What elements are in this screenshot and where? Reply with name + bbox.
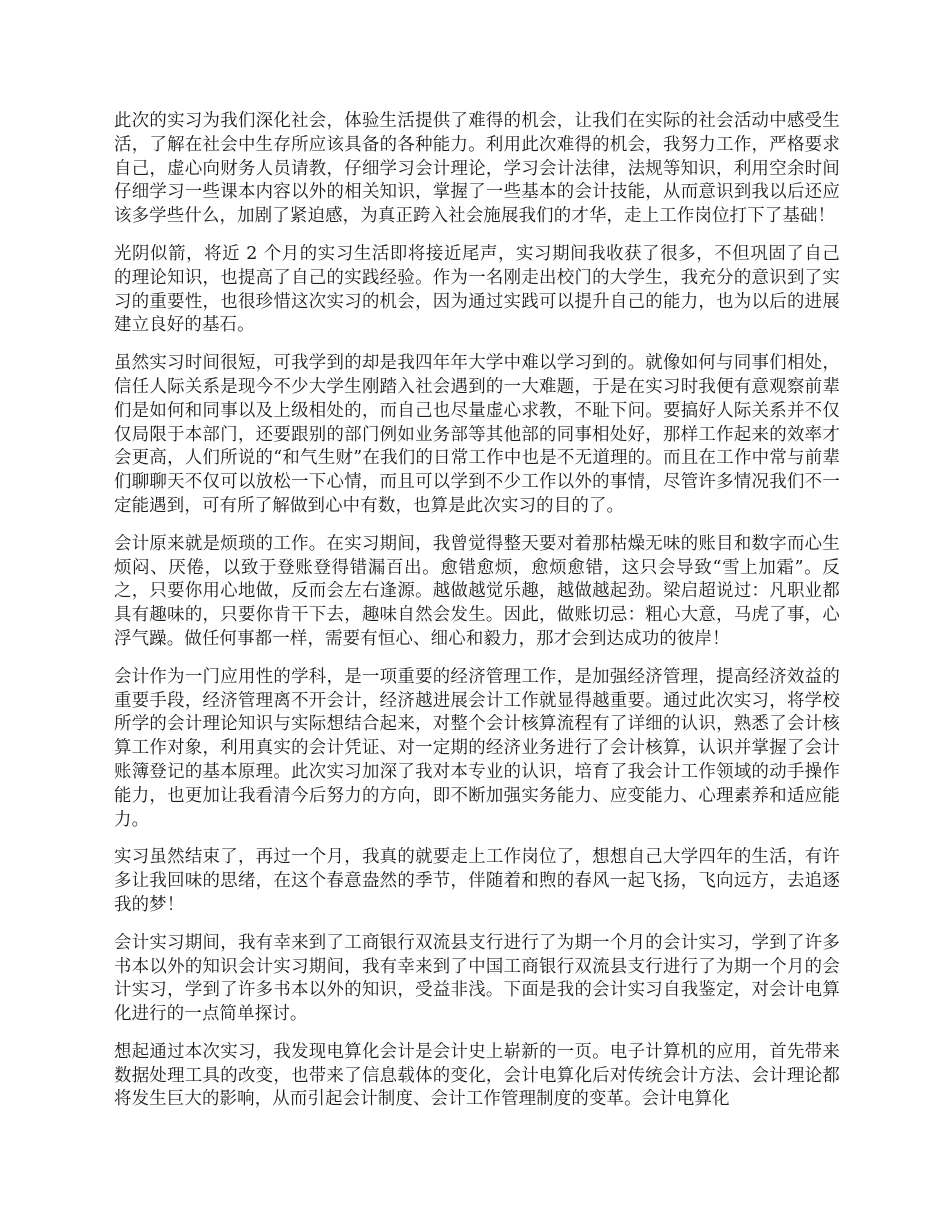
paragraph: 此次的实习为我们深化社会，体验生活提供了难得的机会，让我们在实际的社会活动中感受生活，了解在社会中生存所应该具备的各种能力。利用此次难得的机会，我努力工作，严格要求自己，虚心向财务人员请教，仔细学习会计理论，学习会计法律，法规等知识，利用空余时间仔细学习一些课本内容以外的相关知识，掌握了一些基本的会计技能，从而意识到我以后还应该多学些什么，加剧了紧迫感，为真正跨入社会施展我们的才华，走上工作岗位打下了基础！ <box>114 111 840 227</box>
paragraph: 想起通过本次实习，我发现电算化会计是会计史上崭新的一页。电子计算机的应用，首先带来数据处理工具的改变，也带来了信息载体的变化，会计电算化后对传统会计方法、会计理论都将发生巨大的影响，从而引起会计制度、会计工作管理制度的变革。会计电算化 <box>114 1041 840 1110</box>
paragraph: 会计原来就是烦琐的工作。在实习期间，我曾觉得整天要对着那枯燥无味的账目和数字而心生烦闷、厌倦，以致于登账登得错漏百出。愈错愈烦，愈烦愈错，这只会导致“雪上加霜”。反之，只要你用心地做，反而会左右逢源。越做越觉乐趣，越做越起劲。梁启超说过：凡职业都具有趣味的，只要你肯干下去，趣味自然会发生。因此，做账切忌：粗心大意，马虎了事，心浮气躁。做任何事都一样，需要有恒心、细心和毅力，那才会到达成功的彼岸！ <box>114 533 840 649</box>
paragraph: 会计实习期间，我有幸来到了工商银行双流县支行进行了为期一个月的会计实习，学到了许多书本以外的知识会计实习期间，我有幸来到了中国工商银行双流县支行进行了为期一个月的会计实习，学到了许多书本以外的知识，受益非浅。下面是我的会计实习自我鉴定，对会计电算化进行的一点简单探讨。 <box>114 932 840 1025</box>
document-body <box>114 110 840 1126</box>
paragraph: 光阴似箭，将近 2 个月的实习生活即将接近尾声，实习期间我收获了很多，不但巩固了自己的理论知识，也提高了自己的实践经验。作为一名刚走出校门的大学生，我充分的意识到了实习的重要性，也很珍惜这次实习的机会，因为通过实践可以提升自己的能力，也为以后的进展建立良好的基石。 <box>114 243 840 336</box>
paragraph: 实习虽然结束了，再过一个月，我真的就要走上工作岗位了，想想自己大学四年的生活，有许多让我回味的思绪，在这个春意盎然的季节，伴随着和煦的春风一起飞扬，飞向远方，去追逐我的梦！ <box>114 847 840 915</box>
paragraph: 虽然实习时间很短，可我学到的却是我四年年大学中难以学习到的。就像如何与同事们相处，信任人际关系是现今不少大学生刚踏入社会遇到的一大难题，于是在实习时我便有意观察前辈们是如何和同事以及上级相处的，而自己也尽量虚心求教，不耻下问。要搞好人际关系并不仅仅局限于本部门，还要跟别的部门例如业务部等其他部的同事相处好，那样工作起来的效率才会更高，人们所说的“和气生财”在我们的日常工作中也是不无道理的。而且在工作中常与前辈们聊聊天不仅可以放松一下心情，而且可以学到不少工作以外的事情，尽管许多情况我们不一定能遇到，可有所了解做到心中有数，也算是此次实习的目的了。 <box>114 353 840 516</box>
paragraph: 会计作为一门应用性的学科，是一项重要的经济管理工作，是加强经济管理，提高经济效益的重要手段，经济管理离不开会计，经济越进展会计工作就显得越重要。通过此次实习，将学校所学的会计理论知识与实际想结合起来，对整个会计核算流程有了详细的认识，熟悉了会计核算工作对象，利用真实的会计凭证、对一定期的经济业务进行了会计核算，认识并掌握了会计账簿登记的基本原理。此次实习加深了我对本专业的认识，培育了我会计工作领域的动手操作能力，也更加让我看清今后努力的方向，即不断加强实务能力、应变能力、心理素养和适应能力。 <box>114 666 840 830</box>
